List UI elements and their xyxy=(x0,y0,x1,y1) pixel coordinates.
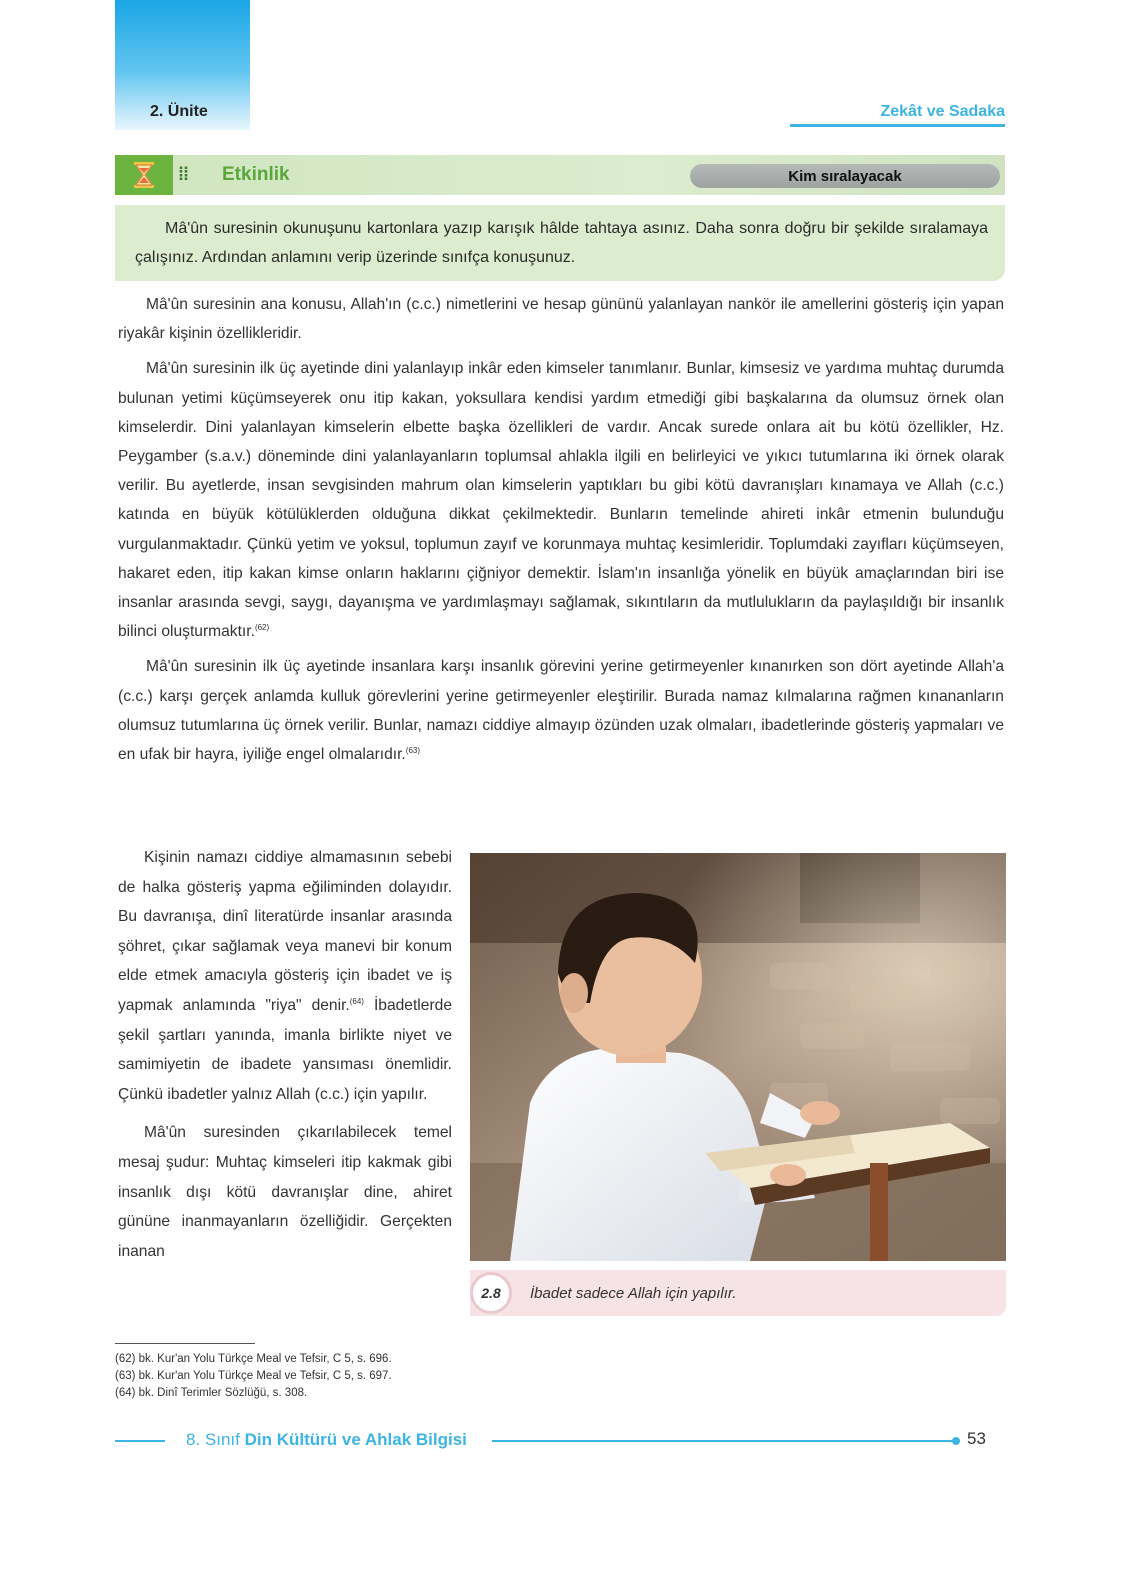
paragraph-3-text: Mâ'ûn suresinin ilk üç ayetinde insanlara karşı insanlık görevini yerine getirmeyenler kınanırken son dört ayetinde Allah'a (c.c.) karşı gerçek anlamda kulluk görevlerini yerine getirmeyenler eleştirilir. Burada namaz kılmalarına rağmen kınananların olumsuz tutumlarına üç örnek verilir. Bunlar, namazı ciddiye almayıp özünden uzak olmaları, ibadetlerinde gösteriş yapmaları ve en ufak bir hayra, iyiliğe engel olmalarıdır. xyxy=(118,658,1004,764)
activity-text: Mâ'ûn suresinin okunuşunu kartonlara yazıp karışık hâlde tahtaya asınız. Daha sonra doğru bir şekilde sıralamaya çalışınız. Ardından anlamını verip üzerinde sınıfça konuşunuz. xyxy=(135,220,988,266)
footer-grade: 8. Sınıf xyxy=(186,1430,240,1449)
footnote-ref-64: (64) xyxy=(349,996,364,1006)
left-column-text xyxy=(118,843,452,1275)
photo-boy-reading-quran xyxy=(470,853,1006,1261)
footnote-ref-63: (63) xyxy=(405,745,421,755)
main-text xyxy=(118,290,1004,775)
activity-badge xyxy=(690,164,1000,188)
paragraph-4-text-a: Kişinin namazı ciddiye almamasının sebebi de halka gösteriş yapma eğiliminden dolayıdır. Bu davranışa, dinî literatürde insanlar arasında şöhret, çıkar sağlamak veya manevi bir konum elde etmek amacıyla gösteriş için ibadet ve iş yapmak anlamında "riya" denir. xyxy=(118,849,452,1014)
hourglass-icon xyxy=(115,155,173,195)
figure-number: 2.8 xyxy=(470,1272,512,1314)
footer-subject: Din Kültürü ve Ahlak Bilgisi xyxy=(244,1430,467,1449)
footnote-divider xyxy=(115,1343,255,1344)
paragraph-2 xyxy=(118,354,1004,646)
paragraph-4-text-b: İbadetlerde şekil şartları yanında, imanla birlikte niyet ve samimiyetin de ibadete yansıması önemlidir. Çünkü ibadetler yalnız Allah (c.c.) için yapılır. xyxy=(118,996,452,1103)
figure-caption: İbadet sadece Allah için yapılır. xyxy=(530,1285,737,1302)
activity-dots-decoration: ⁞⁞ xyxy=(178,164,188,184)
activity-box xyxy=(115,205,1005,281)
paragraph-2-text: Mâ'ûn suresinin ilk üç ayetinde dini yalanlayıp inkâr eden kimseler tanımlanır. Bunlar, kimsesiz ve yardıma muhtaç durumda bulunan yetimi küçümseyerek onu itip kakan, yoksullara kendisi yardım etmediği gibi başkalarına da olumsuz örnek olan kimselerdir. Dini yalanlayan kimselerin elbette başka özellikleri de vardır. Ancak surede onlara ait bu kötü özellikler, Hz. Peygamber (s.a.v.) döneminde dini yalanlayanların toplumsal ahlakla ilgili en belirleyici ve yıkıcı tutumlarına iki örnek olarak verilir. Bu ayetlerde, insan sevgisinden mahrum olan kimselerin yaptıkları bu gibi kötü davranışları kınamaya ve Allah (c.c.) katında en büyük kötülüklerden olduğuna dikkat çekilmektedir. Bunların temelinde ahireti inkâr etmenin bulunduğu vurgulanmaktadır. Çünkü yetim ve yoksul, toplumun zayıf ve korunmaya muhtaç kesimleridir. Toplumdaki zayıfları küçümseyen, hakaret eden, itip kakan kimse onların haklarını çiğniyor demektir. İslam'ın insanlığa yönelik en büyük amaçlarından biri ise insanlar arasında sevgi, saygı, dayanışma ve yardımlaşmayı sağlamak, sıkıntıların da mutlulukların da paylaşıldığı bir insanlık bilinci oluşturmaktır. xyxy=(118,360,1004,641)
footer-line-left xyxy=(115,1440,165,1442)
paragraph-1: Mâ'ûn suresinin ana konusu, Allah'ın (c.c.) nimetlerini ve hesap gününü yalanlayan nankör ile amellerini gösteriş için yapan riyakâr kişinin özellikleridir. xyxy=(118,296,1004,343)
footnote-63: (63) bk. Kur'an Yolu Türkçe Meal ve Tefsir, C 5, s. 697. xyxy=(115,1370,392,1382)
footer-dot xyxy=(952,1437,960,1445)
topic-underline xyxy=(790,124,1005,127)
footnote-64: (64) bk. Dinî Terimler Sözlüğü, s. 308. xyxy=(115,1387,308,1399)
topic-label: Zekât ve Sadaka xyxy=(880,103,1005,120)
activity-title: Etkinlik xyxy=(222,164,290,185)
footnote-ref-62: (62) xyxy=(254,623,270,633)
footnotes xyxy=(115,1351,392,1402)
paragraph-5: Mâ'ûn suresinden çıkarılabilecek temel mesaj şudur: Muhtaç kimseleri itip kakmak gibi insanlık dışı kötü davranışlar dine, ahiret gününe inanmayanların özelliğidir. Gerçekten inanan xyxy=(118,1124,452,1260)
activity-badge-label: Kim sıralayacak xyxy=(788,167,902,185)
paragraph-3 xyxy=(118,652,1004,769)
footer-book-title xyxy=(186,1430,467,1450)
paragraph-4 xyxy=(118,843,452,1109)
footnote-62: (62) bk. Kur'an Yolu Türkçe Meal ve Tefsir, C 5, s. 696. xyxy=(115,1353,392,1365)
footer-line-right xyxy=(492,1440,953,1442)
unit-label: 2. Ünite xyxy=(150,103,208,120)
page-number: 53 xyxy=(967,1429,986,1448)
